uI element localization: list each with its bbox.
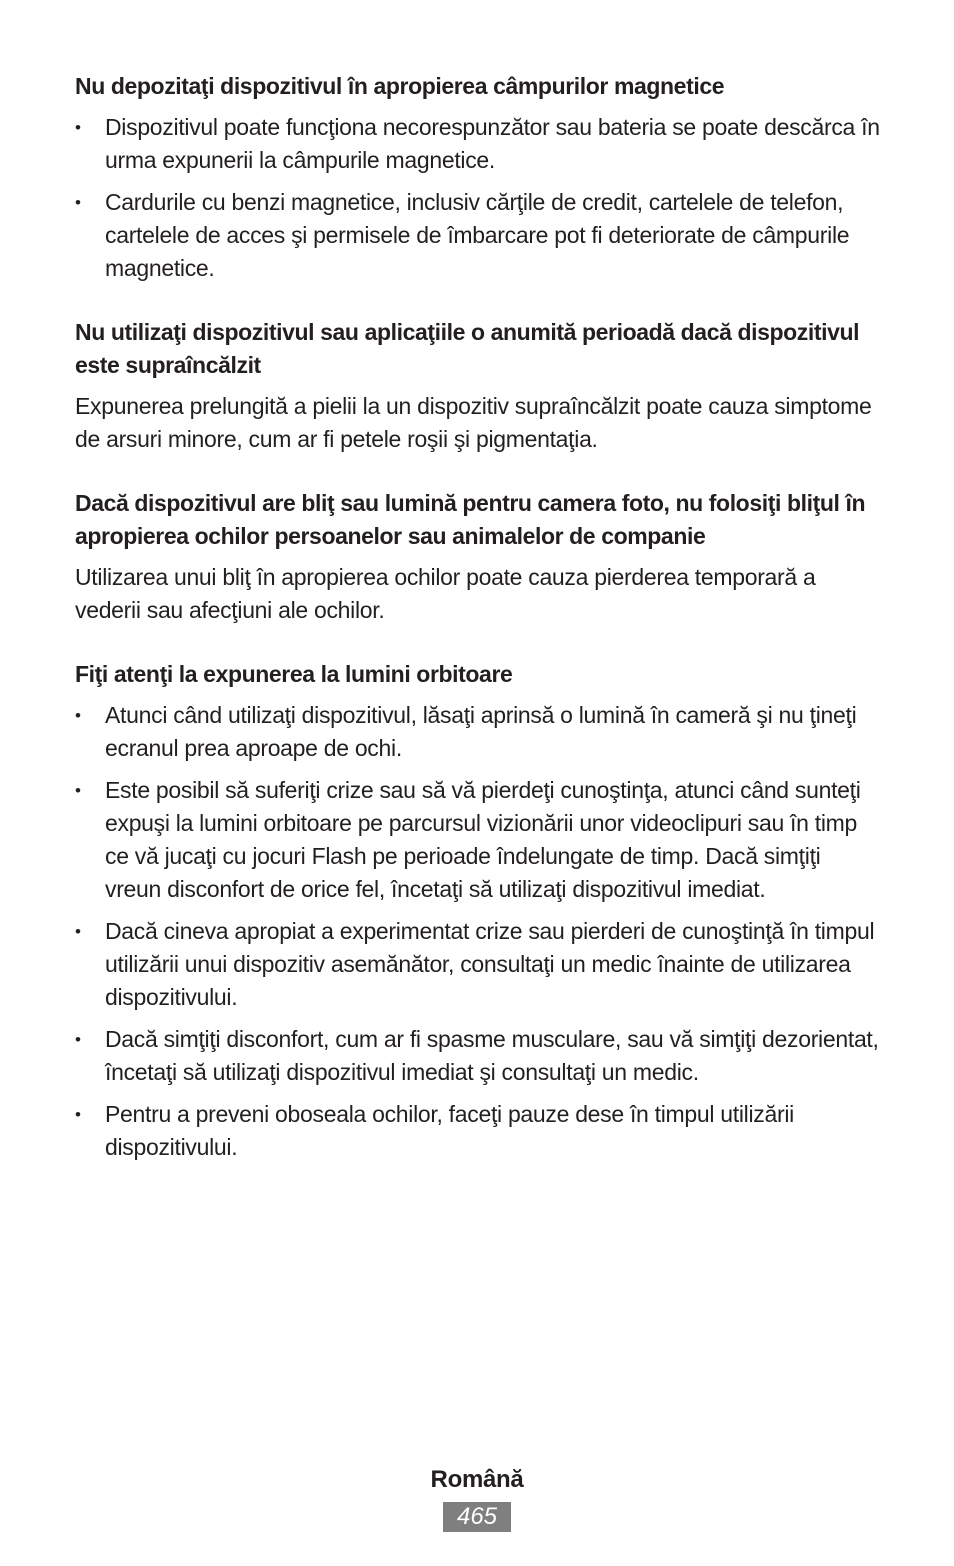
list-item-text: Dacă cineva apropiat a experimentat crize sau pierderi de cunoştinţă în timpul utilizării unui dispozitiv asemănător, consultaţi un medic înainte de utilizarea dispozitivului. bbox=[105, 918, 875, 1010]
list-item-text: Cardurile cu benzi magnetice, inclusiv cărţile de credit, cartelele de telefon, cartelele de acces şi permisele de îmbarcare pot fi deteriorate de câmpurile magnetice. bbox=[105, 189, 850, 281]
bullet-marker: • bbox=[75, 1105, 81, 1124]
bullet-list bbox=[75, 699, 880, 1164]
document-body bbox=[75, 70, 880, 1195]
page-number: 465 bbox=[443, 1502, 511, 1532]
list-item bbox=[75, 699, 880, 765]
bullet-marker: • bbox=[75, 1030, 81, 1049]
list-item bbox=[75, 774, 880, 906]
section-paragraph: Utilizarea unui bliţ în apropierea ochilor poate cauza pierderea temporară a vederii sau afecţiuni ale ochilor. bbox=[75, 564, 816, 623]
bullet-marker: • bbox=[75, 118, 81, 137]
section-heading: Fiţi atenţi la expunerea la lumini orbitoare bbox=[75, 661, 513, 687]
list-item bbox=[75, 915, 880, 1014]
bullet-list bbox=[75, 111, 880, 285]
list-item bbox=[75, 1098, 880, 1164]
section-heading: Nu depozitaţi dispozitivul în apropierea câmpurilor magnetice bbox=[75, 73, 725, 99]
bullet-marker: • bbox=[75, 193, 81, 212]
footer-language: Română bbox=[430, 1466, 524, 1493]
section-overheating bbox=[75, 316, 880, 456]
list-item bbox=[75, 186, 880, 285]
list-item bbox=[75, 1023, 880, 1089]
section-heading: Nu utilizaţi dispozitivul sau aplicaţiile o anumită perioadă dacă dispozitivul este supraîncălzit bbox=[75, 319, 860, 378]
list-item bbox=[75, 111, 880, 177]
list-item-text: Dacă simţiţi disconfort, cum ar fi spasme musculare, sau vă simţiţi dezorientat, încetaţi să utilizaţi dispozitivul imediat şi consultaţi un medic. bbox=[105, 1026, 879, 1085]
section-flash bbox=[75, 487, 880, 627]
page-footer bbox=[0, 1462, 954, 1532]
bullet-marker: • bbox=[75, 922, 81, 941]
section-paragraph: Expunerea prelungită a pielii la un dispozitiv supraîncălzit poate cauza simptome de arsuri minore, cum ar fi petele roşii şi pigmentaţia. bbox=[75, 393, 872, 452]
section-flashing-lights bbox=[75, 658, 880, 1164]
bullet-marker: • bbox=[75, 706, 81, 725]
section-heading: Dacă dispozitivul are bliţ sau lumină pentru camera foto, nu folosiţi bliţul în apropierea ochilor persoanelor sau animalelor de companie bbox=[75, 490, 866, 549]
bullet-marker: • bbox=[75, 781, 81, 800]
list-item-text: Dispozitivul poate funcţiona necorespunzător sau bateria se poate descărca în urma expunerii la câmpurile magnetice. bbox=[105, 114, 880, 173]
list-item-text: Atunci când utilizaţi dispozitivul, lăsaţi aprinsă o lumină în cameră şi nu ţineţi ecranul prea aproape de ochi. bbox=[105, 702, 857, 761]
section-magnetic-fields bbox=[75, 70, 880, 285]
list-item-text: Este posibil să suferiţi crize sau să vă pierdeţi cunoştinţa, atunci când sunteţi expuşi la lumini orbitoare pe parcursul vizionării unor videoclipuri sau în timp ce vă jucaţi cu jocuri Flash pe perioade îndelungate de timp. Dacă simţiţi vreun disconfort de orice fel, încetaţi să utilizaţi dispozitivul imediat. bbox=[105, 777, 861, 902]
list-item-text: Pentru a preveni oboseala ochilor, faceţi pauze dese în timpul utilizării dispozitivului. bbox=[105, 1101, 794, 1160]
